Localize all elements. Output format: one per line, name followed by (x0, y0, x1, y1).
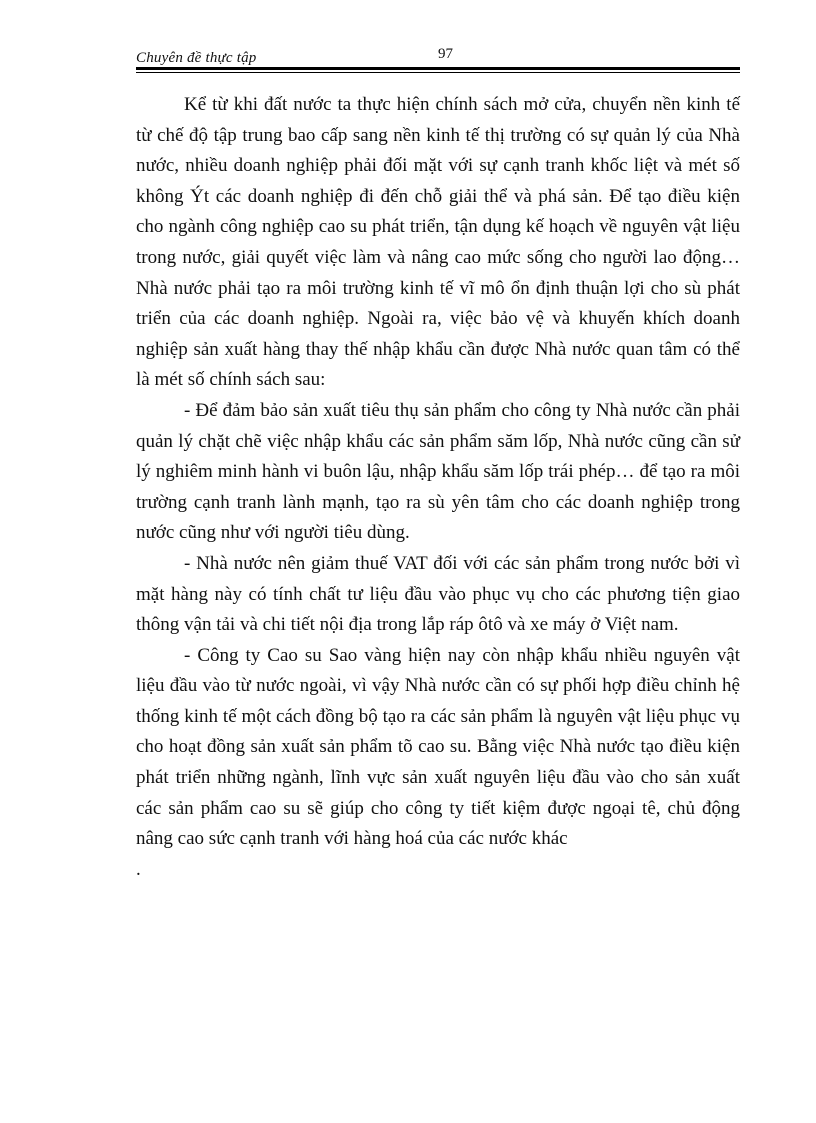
page-number: 97 (438, 46, 453, 62)
trailing-period: . (136, 858, 141, 880)
header-rule-thick (136, 67, 740, 70)
paragraph-vat: - Nhà nước nên giảm thuế VAT đối với các sản phẩm trong nước bởi vì mặt hàng này có tính chất tư liệu đầu vào phục vụ cho các phương tiện giao thông vận tải và chi tiết nội địa trong lắp ráp ôtô và xe máy ở Việt nam. (136, 552, 740, 636)
paragraph-import-control: - Để đảm bảo sản xuất tiêu thụ sản phẩm cho công ty Nhà nước cần phải quản lý chặt chẽ việc nhập khẩu các sản phẩm săm lốp, Nhà nước cũng cần sử lý nghiêm minh hành vi buôn lậu, nhập khẩu săm lốp trái phép… để tạo ra môi trường cạnh tranh lành mạnh, tạo ra sù yên tâm cho các doanh nghiệp trong nước cũng như với người tiêu dùng. (136, 399, 740, 544)
paragraph-intro: Kể từ khi đất nước ta thực hiện chính sách mở cửa, chuyển nền kinh tế từ chế độ tập trung bao cấp sang nền kinh tế thị trường có sự quản lý của Nhà nước, nhiều doanh nghiệp phải đối mặt với sự cạnh tranh khốc liệt và mét số không Ýt các doanh nghiệp đi đến chỗ giải thể và phá sản. Để tạo điều kiện cho ngành công nghiệp cao su phát triển, tận dụng kế hoạch về nguyên vật liệu trong nước, giải quyết việc làm và nâng cao mức sống cho người lao động…Nhà nước phải tạo ra môi trường kinh tế vĩ mô ổn định thuận lợi cho sù phát triển của các doanh nghiệp. Ngoài ra, việc bảo vệ và khuyến khích doanh nghiệp sản xuất hàng thay thế nhập khẩu cần được Nhà nước quan tâm có thể là mét số chính sách sau: (136, 94, 740, 391)
header-rule-thin (136, 72, 740, 73)
paragraph-raw-materials: - Công ty Cao su Sao vàng hiện nay còn nhập khẩu nhiều nguyên vật liệu đầu vào từ nước ngoài, vì vậy Nhà nước cần có sự phối hợp điều chỉnh hệ thống kinh tế một cách đồng bộ tạo ra các sản phẩm là nguyên vật liệu phục vụ cho hoạt đồng sản xuất sản phẩm tõ cao su. Bằng việc Nhà nước tạo điều kiện phát triển những ngành, lĩnh vực sản xuất nguyên liệu đầu vào cho sản xuất các sản phẩm cao su sẽ giúp cho công ty tiết kiệm được ngoại tê, chủ động nâng cao sức cạnh tranh với hàng hoá của các nước khác (136, 644, 740, 850)
body-text (136, 90, 740, 885)
header-title: Chuyên đề thực tập (136, 50, 257, 66)
